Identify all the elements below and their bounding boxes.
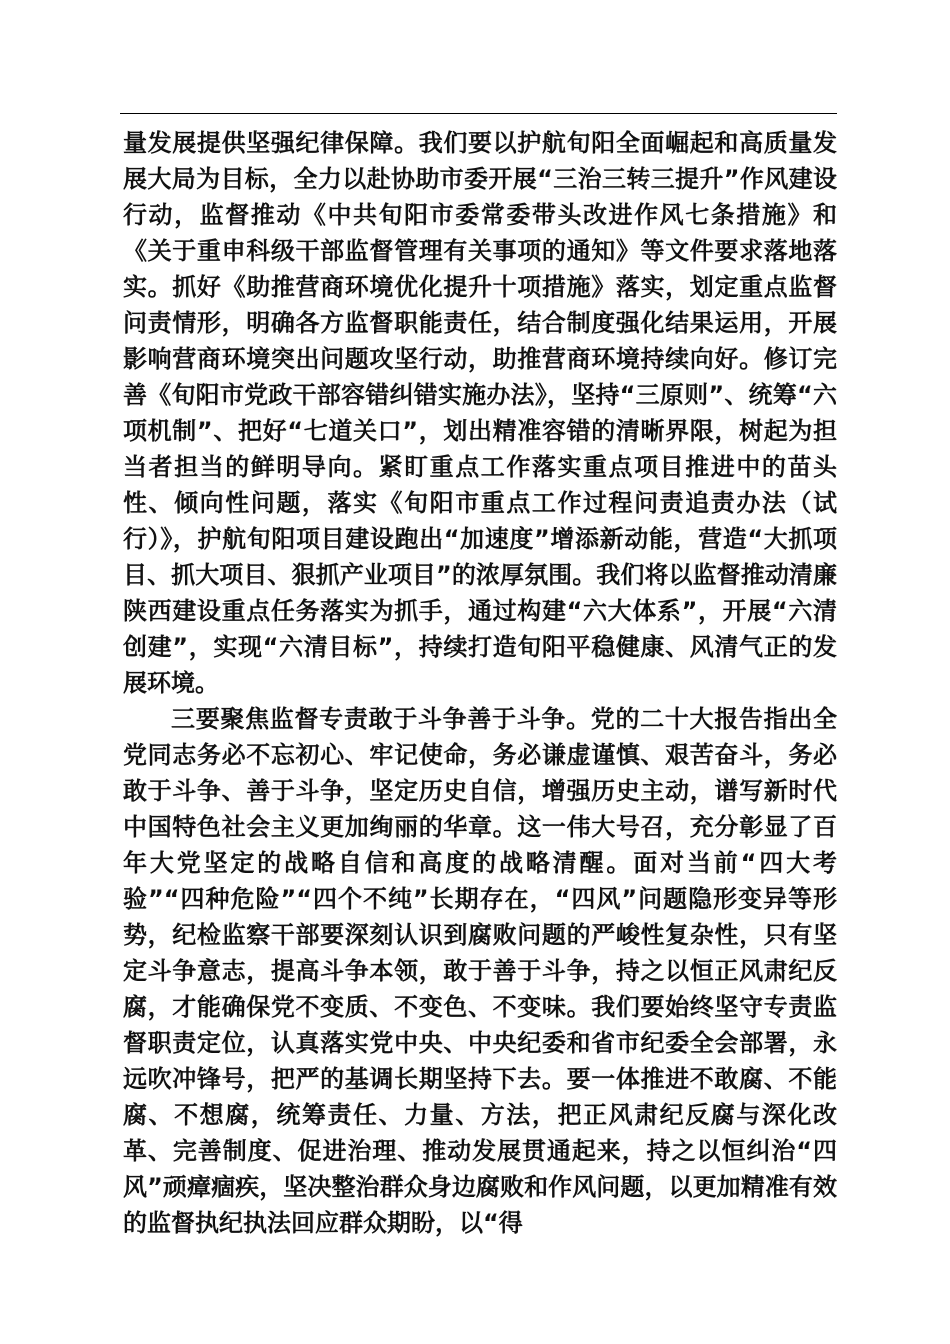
paragraph-three-focus-supervision: 三要聚焦监督专责敢于斗争善于斗争。党的二十大报告指出全党同志务必不忘初心、牢记使命，务必谦虚谨慎、艰苦奋斗，务必敢于斗争、善于斗争，坚定历史自信，增强历史主动，谱写新时代中国特色社会主义更加绚丽的华章。这一伟大号召，充分彰显了百年大党坚定的战略自信和高度的战略清醒。面对当前“四大考验”“四种危险”“四个不纯”长期存在，“四风”问题隐形变异等形势，纪检监察干部要深刻认识到腐败问题的严峻性复杂性，只有坚定斗争意志，提高斗争本领，敢于善于斗争，持之以恒正风肃纪反腐，才能确保党不变质、不变色、不变味。我们要始终坚守专责监督职责定位，认真落实党中央、中央纪委和省市纪委全会部署，永远吹冲锋号，把严的基调长期坚持下去。要一体推进不敢腐、不能腐、不想腐，统筹责任、力量、方法，把正风肃纪反腐与深化改革、完善制度、促进治理、推动发展贯通起来，持之以恒纠治“四风”顽瘴痼疾，坚决整治群众身边腐败和作风问题，以更加精准有效的监督执纪执法回应群众期盼，以“得 [123, 705, 837, 1237]
paragraph-continued: 量发展提供坚强纪律保障。我们要以护航旬阳全面崛起和高质量发展大局为目标，全力以赴协助市委开展“三治三转三提升”作风建设行动，监督推动《中共旬阳市委常委带头改进作风七条措施》和《关于重申科级干部监督管理有关事项的通知》等文件要求落地落实。抓好《助推营商环境优化提升十项措施》落实，划定重点监督问责情形，明确各方监督职能责任，结合制度强化结果运用，开展影响营商环境突出问题攻坚行动，助推营商环境持续向好。修订完善《旬阳市党政干部容错纠错实施办法》，坚持“三原则”、统筹“六项机制”、把好“七道关口”，划出精准容错的清晰界限，树起为担当者担当的鲜明导向。紧盯重点工作落实重点项目推进中的苗头性、倾向性问题，落实《旬阳市重点工作过程问责追责办法（试行）》，护航旬阳项目建设跑出“加速度”增添新动能，营造“大抓项目、抓大项目、狠抓产业项目”的浓厚氛围。我们将以监督推动清廉陕西建设重点任务落实为抓手，通过构建“六大体系”，开展“六清创建”，实现“六清目标”，持续打造旬阳平稳健康、风清气正的发展环境。 [123, 129, 837, 697]
header-rule [120, 113, 837, 114]
body-text [123, 125, 837, 1241]
